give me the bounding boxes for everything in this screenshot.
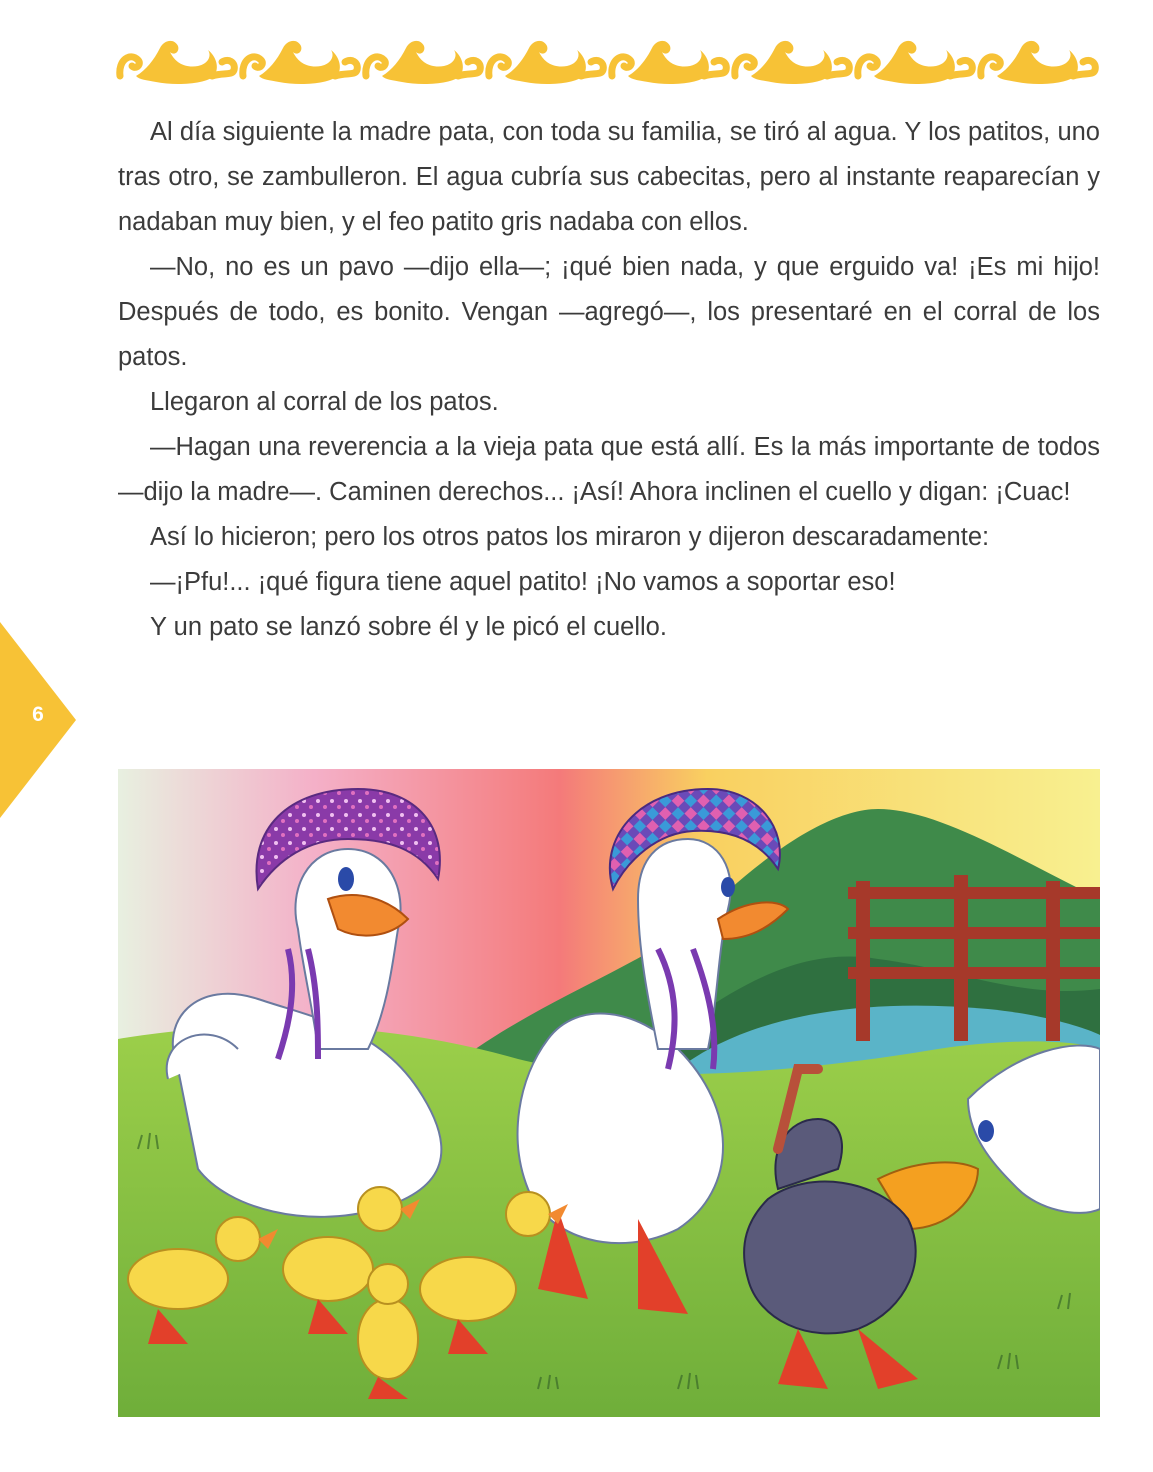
story-text	[118, 110, 1100, 650]
paragraph-5: Así lo hicieron; pero los otros patos los miraron y dijeron descaradamente:	[150, 523, 990, 551]
ducks-farmyard-illustration	[118, 769, 1100, 1417]
page-number: 6	[32, 703, 44, 726]
story-illustration	[118, 769, 1100, 1417]
paragraph-7: Y un pato se lanzó sobre él y le picó el cuello.	[150, 613, 667, 641]
paragraph-2: —No, no es un pavo —dijo ella—; ¡qué bien nada, y que erguido va! ¡Es mi hijo! Después de todo, es bonito. Vengan —agregó—, los presentaré en el corral de los patos.	[118, 253, 1100, 371]
paragraph-1: Al día siguiente la madre pata, con toda su familia, se tiró al agua. Y los patitos, uno tras otro, se zambulleron. El agua cubría sus cabecitas, pero al instante reaparecían y nadaban muy bien, y el feo patito gris nadaba con ellos.	[118, 118, 1100, 236]
ornament-swirls	[116, 28, 1100, 94]
paragraph-6: —¡Pfu!... ¡qué figura tiene aquel patito! ¡No vamos a soportar eso!	[150, 568, 896, 596]
paragraph-3: Llegaron al corral de los patos.	[150, 388, 499, 416]
ornament-border	[116, 28, 1100, 94]
paragraph-4: —Hagan una reverencia a la vieja pata que está allí. Es la más importante de todos —dijo la madre—. Caminen derechos... ¡Así! Ahora inclinen el cuello y digan: ¡Cuac!	[118, 433, 1100, 506]
